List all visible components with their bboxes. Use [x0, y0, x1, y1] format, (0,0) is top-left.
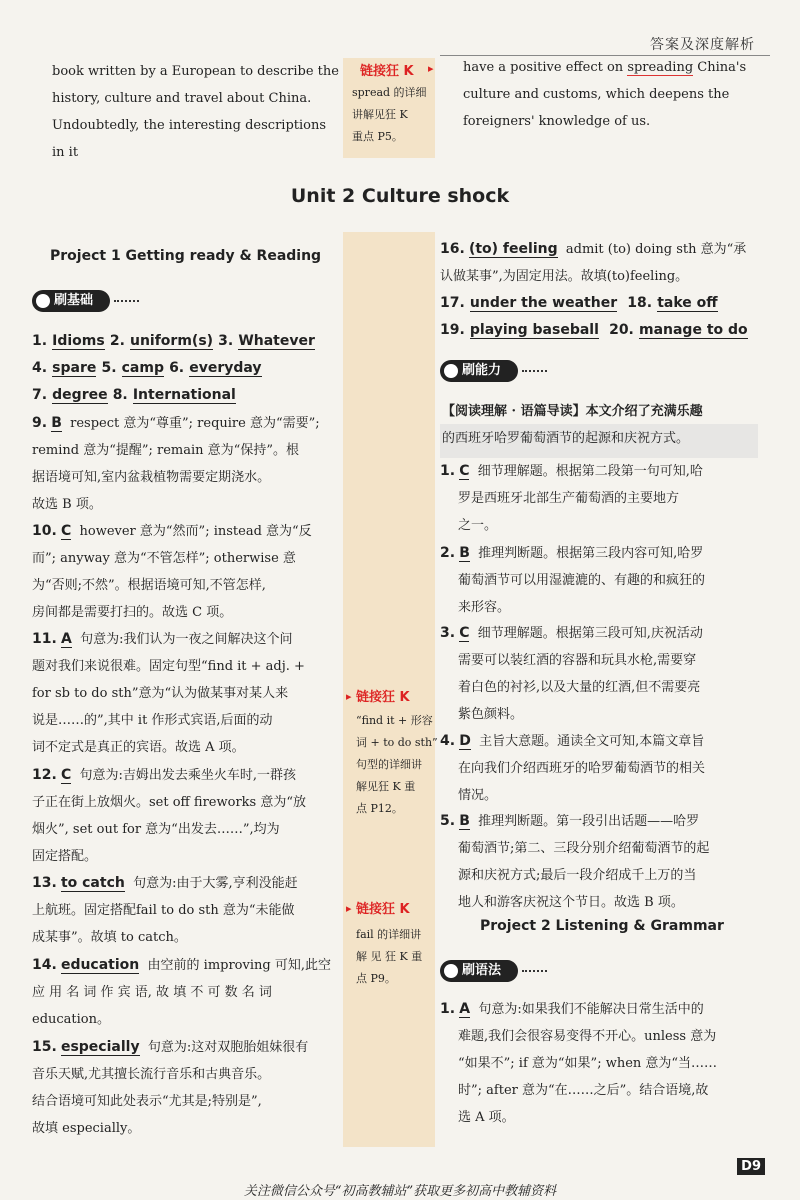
text-line: history, culture and travel about China. — [52, 91, 312, 106]
text-line: 音乐天赋,尤其擅长流行音乐和古典音乐。 — [32, 1067, 271, 1082]
text-line: foreigners' knowledge of us. — [463, 114, 651, 129]
reading-q3 — [440, 620, 760, 728]
question-11 — [32, 626, 350, 761]
question-10 — [32, 518, 350, 626]
unit-title: Unit 2 Culture shock — [290, 185, 510, 207]
text-line: have a positive effect on spreading China's — [463, 60, 747, 75]
reading-q5 — [440, 808, 760, 916]
text-line: 【阅读理解 · 语篇导读】本文介绍了充满乐趣 — [442, 404, 703, 419]
question-13 — [32, 870, 350, 951]
reading-q2 — [440, 540, 760, 621]
text-line: for sb to do sth”意为“认为做某事对某人来 — [32, 686, 289, 701]
project1-title: Project 1 Getting ready & Reading — [50, 248, 322, 264]
link-note-find-it — [356, 710, 438, 820]
text-line: 选 A 项。 — [458, 1110, 515, 1125]
question-12 — [32, 762, 350, 870]
answers-row-17-18: 17. under the weather 18. take off — [440, 295, 718, 311]
link-label-top: 链接狂 K — [360, 64, 414, 79]
dotted-divider — [522, 970, 547, 972]
text-line: 2. B 推理判断题。根据第三段内容可知,哈罗 — [440, 545, 704, 561]
text-line: 的西班牙哈罗葡萄酒节的起源和庆祝方式。 — [442, 431, 690, 446]
top-right-text — [463, 54, 763, 135]
section-ability-label: 刷能力 — [440, 360, 518, 382]
header-title: 答案及深度解析 — [650, 37, 755, 53]
text-line: 为“否则;不然”。根据语境可知,不管怎样, — [32, 578, 266, 593]
text-line: “如果不”; if 意为“如果”; when 意为“当…… — [458, 1056, 718, 1071]
text-line: 15. especially 句意为:这对双胞胎姐妹很有 — [32, 1039, 309, 1055]
note-line: spread 的详细 — [352, 86, 427, 99]
text-line: 地人和游客庆祝这个节日。故选 B 项。 — [458, 895, 684, 910]
text-line: 12. C 句意为:吉姆出发去乘坐火车时,一群孩 — [32, 767, 297, 783]
text-line: 3. C 细节理解题。根据第三段可知,庆祝活动 — [440, 625, 703, 641]
note-line: 重点 P5。 — [352, 130, 403, 143]
text-line: 故填 especially。 — [32, 1121, 141, 1136]
text-line: 着白色的衬衫,以及大量的红酒,但不需要亮 — [458, 680, 701, 695]
text-line: 固定搭配。 — [32, 849, 98, 864]
note-line: fail 的详细讲 — [356, 928, 422, 941]
link-note-fail — [356, 924, 422, 990]
text-line: 难题,我们会很容易变得不开心。unless 意为 — [458, 1029, 717, 1044]
text-line: education。 — [32, 1012, 111, 1027]
text-line: 紫色颜料。 — [458, 707, 524, 722]
answer: everyday — [189, 360, 262, 376]
page-number: D9 — [737, 1158, 765, 1175]
question-14 — [32, 952, 350, 1033]
link-label-find-it: 链接狂 K — [356, 690, 410, 705]
answers-row-2: 4. spare 5. camp 6. everyday — [32, 360, 262, 376]
top-left-text — [52, 58, 340, 166]
answers-row-1: 1. Idioms 2. uniform(s) 3. Whatever — [32, 333, 315, 349]
answer: International — [132, 387, 236, 403]
reading-intro — [442, 398, 762, 452]
text-line: 之一。 — [458, 518, 498, 533]
text-line: 9. B respect 意为“尊重”; require 意为“需要”; — [32, 415, 320, 431]
text-line: 14. education 由空前的 improving 可知,此空 — [32, 957, 331, 973]
text-line: 上航班。固定搭配fail to do sth 意为“未能做 — [32, 903, 295, 918]
text-line: 5. B 推理判断题。第一段引出话题——哈罗 — [440, 813, 700, 829]
text-line: 而”; anyway 意为“不管怎样”; otherwise 意 — [32, 551, 296, 566]
section-ability — [440, 360, 550, 382]
grammar-q1 — [440, 996, 762, 1131]
answer: Idioms — [52, 333, 105, 349]
text-line: 13. to catch 句意为:由于大雾,亨利没能赶 — [32, 875, 298, 891]
text-line: 房间都是需要打扫的。故选 C 项。 — [32, 605, 233, 620]
text-line: culture and customs, which deepens the — [463, 87, 730, 102]
text-line: 需要可以装红酒的容器和玩具水枪,需要穿 — [458, 653, 697, 668]
text-line: book written by a European to describe the — [52, 64, 339, 79]
text-line: 时”; after 意为“在……之后”。结合语境,故 — [458, 1083, 709, 1098]
text-line: 葡萄酒节可以用湿漉漉的、有趣的和疯狂的 — [458, 573, 706, 588]
note-line: “find it + 形容 — [356, 714, 433, 727]
note-line: 讲解见狂 K — [352, 108, 408, 121]
answer: uniform(s) — [129, 333, 214, 349]
arrow-icon: ▸ — [346, 690, 352, 703]
text-line: 16. (to) feeling admit (to) doing sth 意为“承 — [440, 241, 747, 257]
answer: manage to do — [638, 322, 748, 338]
spreading-word: spreading — [627, 60, 694, 75]
question-9 — [32, 410, 350, 518]
text-line: 源和庆祝方式;最后一段介绍成千上万的当 — [458, 868, 697, 883]
project2-title: Project 2 Listening & Grammar — [480, 918, 724, 934]
note-line: 点 P9。 — [356, 972, 396, 985]
text-line: 罗是西班牙北部生产葡萄酒的主要地方 — [458, 491, 680, 506]
text-line: 1. C 细节理解题。根据第二段第一句可知,哈 — [440, 463, 703, 479]
section-basics-label: 刷基础 — [32, 290, 110, 312]
text-line: 来形容。 — [458, 600, 511, 615]
note-line: 解 见 狂 K 重 — [356, 950, 423, 963]
text-line: 据语境可知,室内盆栽植物需要定期浇水。 — [32, 470, 271, 485]
dotted-divider — [114, 300, 139, 302]
answers-row-3: 7. degree 8. International — [32, 387, 236, 403]
text-line: 子正在街上放烟火。set off fireworks 意为“放 — [32, 795, 306, 810]
text-line: 故选 B 项。 — [32, 497, 102, 512]
question-15 — [32, 1034, 350, 1142]
text-line: 词不定式是真正的宾语。故选 A 项。 — [32, 740, 245, 755]
answer: take off — [657, 295, 718, 311]
text-line: 1. A 句意为:如果我们不能解决日常生活中的 — [440, 1001, 704, 1017]
answer: camp — [121, 360, 164, 376]
reading-q1 — [440, 458, 760, 539]
arrow-icon: ▸ — [346, 902, 352, 915]
answer: spare — [52, 360, 97, 376]
text-line: 认做某事”,为固定用法。故填(to)feeling。 — [440, 269, 689, 284]
answer: playing baseball — [469, 322, 599, 338]
text-line: 在向我们介绍西班牙的哈罗葡萄酒节的相关 — [458, 761, 706, 776]
text-line: 情况。 — [458, 788, 498, 803]
text-line: 成某事”。故填 to catch。 — [32, 930, 187, 945]
text-line: 11. A 句意为:我们认为一夜之间解决这个问 — [32, 631, 293, 647]
footer-note: 关注微信公众号“初高教辅站”获取更多初高中教辅资料 — [243, 1184, 557, 1199]
dotted-divider — [522, 370, 547, 372]
text-line: 10. C however 意为“然而”; instead 意为“反 — [32, 523, 312, 539]
text-line: 4. D 主旨大意题。通读全文可知,本篇文章旨 — [440, 733, 705, 749]
text-line: 烟火”, set out for 意为“出发去……”,均为 — [32, 822, 280, 837]
note-line: 词 + to do sth” — [356, 736, 438, 749]
link-note-top — [352, 82, 427, 148]
link-label-fail: 链接狂 K — [356, 902, 410, 917]
reading-q4 — [440, 728, 760, 809]
answer: under the weather — [469, 295, 618, 311]
text-line: 说是……的”,其中 it 作形式宾语,后面的动 — [32, 713, 273, 728]
arrow-icon: ▸ — [428, 62, 434, 75]
text-line: 结合语境可知此处表示“尤其是;特别是”, — [32, 1094, 262, 1109]
note-line: 句型的详细讲 — [356, 758, 422, 771]
answer: degree — [52, 387, 108, 403]
text-line: 题对我们来说很难。固定句型“find it + adj. + — [32, 659, 305, 674]
answers-row-19-20: 19. playing baseball 20. manage to do — [440, 322, 748, 338]
note-line: 解见狂 K 重 — [356, 780, 416, 793]
text-line: remind 意为“提醒”; remain 意为“保持”。根 — [32, 443, 299, 458]
section-grammar — [440, 960, 550, 982]
note-line: 点 P12。 — [356, 802, 403, 815]
section-basics — [32, 290, 142, 312]
text-line: 葡萄酒节;第二、三段分别介绍葡萄酒节的起 — [458, 841, 710, 856]
question-16 — [440, 236, 760, 290]
text-line: Undoubtedly, the interesting descriptions in it — [52, 118, 327, 160]
answer: Whatever — [238, 333, 315, 349]
text-line: 应 用 名 词 作 宾 语, 故 填 不 可 数 名 词 — [32, 985, 272, 1000]
section-grammar-label: 刷语法 — [440, 960, 518, 982]
